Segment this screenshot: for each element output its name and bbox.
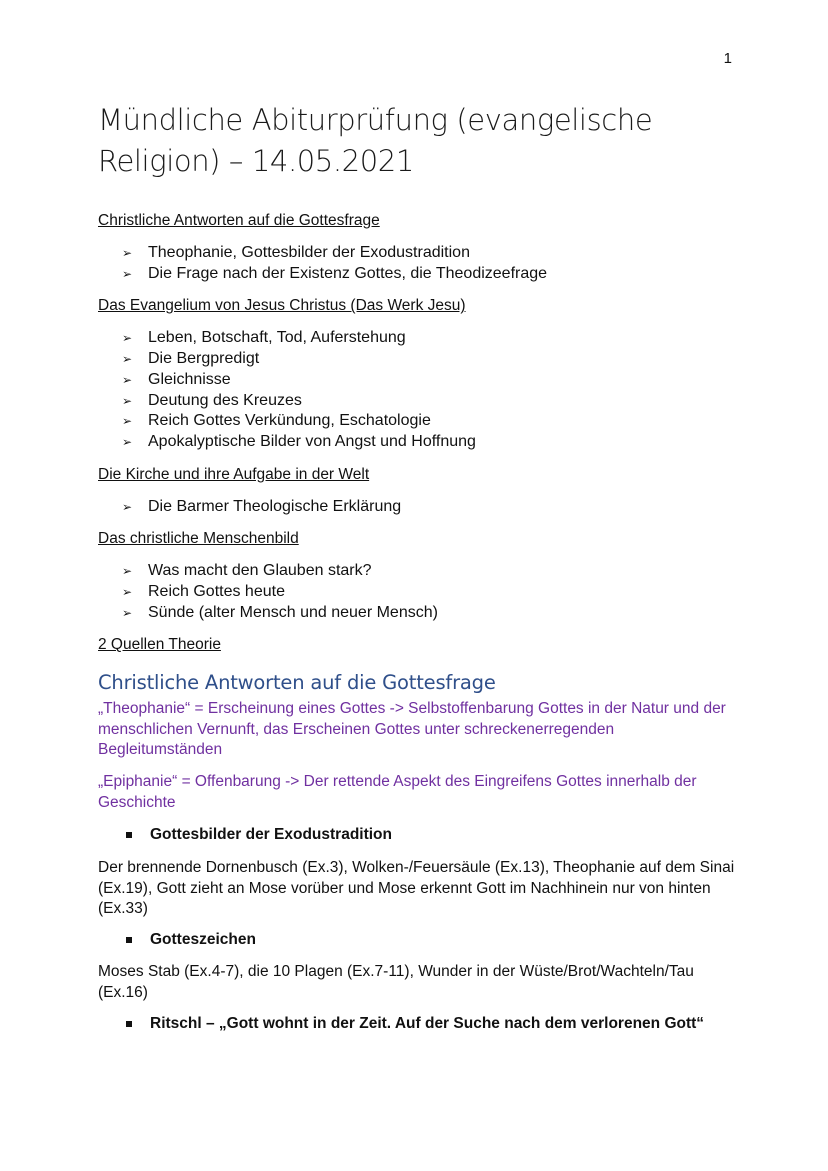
arrow-bullet-icon: ➢ [122, 434, 133, 449]
paragraph: Der brennende Dornenbusch (Ex.3), Wolken-/Feuersäule (Ex.13), Theophanie auf dem Sinai (Ex.19), Gott zieht an Mose vorüber und Mose erkennt Gott im Nachhinein nur von hinten (Ex.33) [98, 859, 735, 918]
toc-heading: Die Kirche und ihre Aufgabe in der Welt [98, 465, 370, 483]
list-item: ➢ Reich Gottes heute [122, 582, 738, 603]
square-bullet-icon [126, 832, 132, 838]
arrow-bullet-icon: ➢ [122, 266, 133, 281]
toc-list [98, 328, 738, 452]
toc-heading: Das Evangelium von Jesus Christus (Das Werk Jesu) [98, 297, 466, 315]
arrow-bullet-icon: ➢ [122, 585, 133, 600]
list-item: ➢ Die Frage nach der Existenz Gottes, die Theodizeefrage [122, 264, 738, 285]
square-bullet-icon [126, 937, 132, 943]
table-of-contents [98, 210, 738, 655]
list-item: ➢ Theophanie, Gottesbilder der Exodustradition [122, 243, 738, 264]
toc-heading: Das christliche Menschenbild [98, 530, 299, 548]
list-item: ➢ Gleichnisse [122, 370, 738, 391]
list-item: ➢ Die Bergpredigt [122, 349, 738, 370]
list-item: ➢ Was macht den Glauben stark? [122, 561, 738, 582]
definition-epiphanie: „Epiphanie“ = Offenbarung -> Der rettende Aspekt des Eingreifens Gottes innerhalb der Geschichte [98, 773, 697, 811]
toc-list [98, 561, 738, 623]
list-item: ➢ Deutung des Kreuzes [122, 391, 738, 412]
page-number: 1 [723, 50, 732, 67]
bullet-heading: Gottesbilder der Exodustradition [124, 825, 750, 846]
definition-theophanie: „Theophanie“ = Erscheinung eines Gottes -> Selbstoffenbarung Gottes in der Natur und der menschlichen Vernunft, das Erscheinen Gottes unter schreckenerregenden Begleitumständen [98, 700, 726, 759]
arrow-bullet-icon: ➢ [122, 352, 133, 367]
list-item: ➢ Leben, Botschaft, Tod, Auferstehung [122, 328, 738, 349]
document-title: Mündliche Abiturprüfung (evangelische Religion) – 14.05.2021 [98, 103, 653, 178]
arrow-bullet-icon: ➢ [122, 372, 133, 387]
toc-heading: 2 Quellen Theorie [98, 636, 221, 654]
arrow-bullet-icon: ➢ [122, 499, 133, 514]
arrow-bullet-icon: ➢ [122, 246, 133, 260]
list-item: ➢ Die Barmer Theologische Erklärung [122, 497, 738, 518]
list-item: ➢ Apokalyptische Bilder von Angst und Hoffnung [122, 432, 738, 453]
toc-list [98, 243, 738, 284]
paragraph: Moses Stab (Ex.4-7), die 10 Plagen (Ex.7-11), Wunder in der Wüste/Brot/Wachteln/Tau (Ex.16) [98, 963, 694, 1001]
toc-list [98, 497, 738, 518]
arrow-bullet-icon: ➢ [122, 414, 133, 429]
section-title: Christliche Antworten auf die Gottesfrage [98, 671, 496, 694]
toc-heading: Christliche Antworten auf die Gottesfrage [98, 212, 380, 229]
list-item: ➢ Sünde (alter Mensch und neuer Mensch) [122, 603, 738, 624]
arrow-bullet-icon: ➢ [122, 331, 133, 346]
list-item: ➢ Reich Gottes Verkündung, Eschatologie [122, 411, 738, 432]
arrow-bullet-icon: ➢ [122, 605, 133, 620]
bullet-heading: Ritschl – „Gott wohnt in der Zeit. Auf der Suche nach dem verlorenen Gott“ [124, 1014, 740, 1035]
arrow-bullet-icon: ➢ [122, 393, 133, 408]
bullet-heading: Gotteszeichen [124, 930, 750, 951]
square-bullet-icon [126, 1021, 132, 1027]
arrow-bullet-icon: ➢ [122, 564, 133, 579]
